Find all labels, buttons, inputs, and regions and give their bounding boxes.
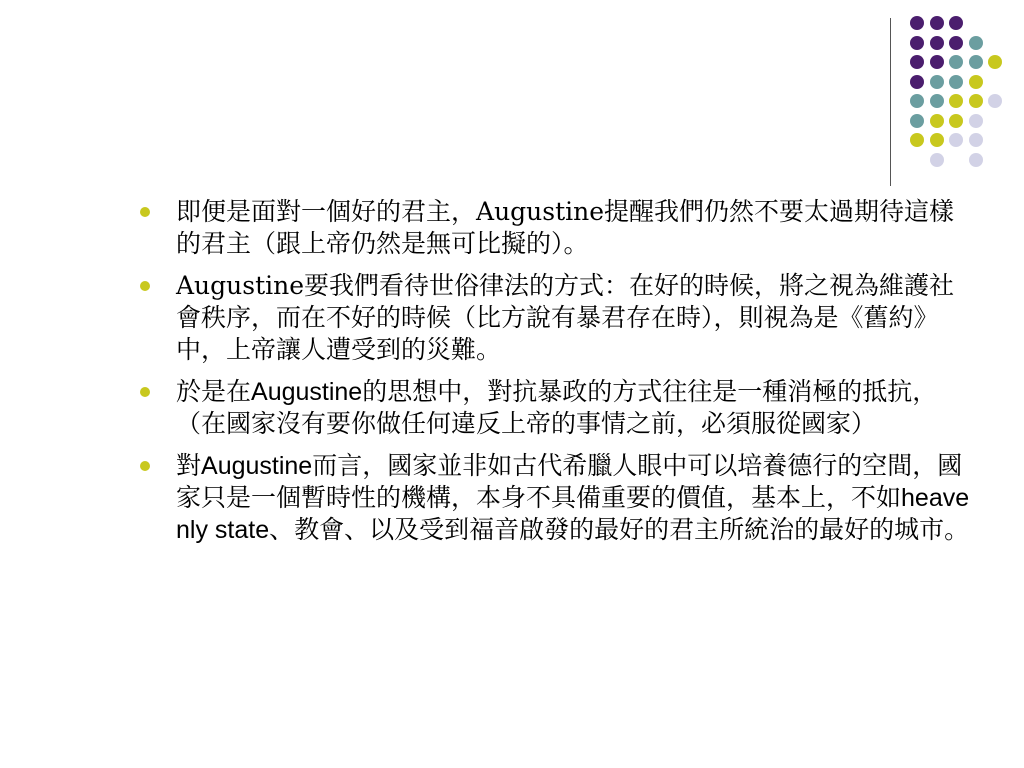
latin-name: Augustine (251, 378, 363, 406)
bullet-marker (140, 281, 150, 291)
decorative-dot (910, 55, 924, 69)
decorative-dot (949, 55, 963, 69)
bullet-text (176, 450, 970, 546)
decorative-dot (910, 36, 924, 50)
decorative-dot (910, 75, 924, 89)
decorative-dot (930, 94, 944, 108)
bullet-marker (140, 207, 150, 217)
decorative-dot (930, 75, 944, 89)
bullet-text (176, 376, 970, 440)
decorative-dot (969, 133, 983, 147)
decorative-dot (930, 36, 944, 50)
decorative-dot (988, 55, 1002, 69)
bullet-text (176, 196, 970, 260)
decorative-dot (910, 16, 924, 30)
bullet-item-4 (140, 450, 970, 546)
decorative-dot (930, 133, 944, 147)
bullet-item-3 (140, 376, 970, 440)
latin-name: Augustine (176, 271, 305, 300)
text-segment: 、教會、以及受到福音啟發的最好的君主所統治的最好的城市。 (269, 515, 970, 544)
bullet-marker (140, 387, 150, 397)
decorative-dot (969, 55, 983, 69)
decorative-dot (949, 36, 963, 50)
decorative-dot (969, 153, 983, 167)
bullet-item-1 (140, 196, 970, 260)
text-segment: 的思想中，對抗暴政的方式往往是一種消極的抵抗，（在國家沒有要你做任何違反上帝的事情之前，必須服從國家） (176, 377, 938, 438)
decorative-dot (949, 94, 963, 108)
text-segment: 提醒我們仍然不要太過期待這樣的君主（跟上帝仍然是無可比擬的）。 (176, 197, 955, 258)
latin-phrase: heavenly state (176, 484, 970, 544)
bullet-marker (140, 461, 150, 471)
text-segment: 即便是面對一個好的君主， (176, 197, 477, 226)
decorative-dot (988, 94, 1002, 108)
decorative-dot (910, 114, 924, 128)
bullet-list (140, 196, 970, 556)
decorative-dot (949, 114, 963, 128)
decorative-dot (969, 75, 983, 89)
decorative-dot (930, 55, 944, 69)
text-segment: 於是在 (176, 377, 252, 406)
decorative-dot (969, 94, 983, 108)
text-segment: 而言，國家並非如古代希臘人眼中可以培養德行的空間，國家只是一個暫時性的機構，本身不具備重要的價值，基本上，不如 (176, 451, 963, 512)
text-segment: 要我們看待世俗律法的方式：在好的時候，將之視為維護社會秩序，而在不好的時候（比方說有暴君存在時），則視為是《舊約》中，上帝讓人遭受到的災難。 (176, 271, 955, 364)
decorative-dot (949, 75, 963, 89)
decorative-dot (930, 153, 944, 167)
vertical-divider (890, 18, 891, 186)
decorative-dot-grid (0, 0, 1024, 200)
bullet-item-2 (140, 270, 970, 366)
decorative-dot (969, 114, 983, 128)
decorative-dot (930, 114, 944, 128)
text-segment: 對 (176, 451, 202, 480)
bullet-text (176, 270, 970, 366)
decorative-dot (949, 133, 963, 147)
decorative-dot (930, 16, 944, 30)
latin-name: Augustine (476, 197, 605, 226)
decorative-dot (910, 94, 924, 108)
decorative-dot (910, 133, 924, 147)
decorative-dot (969, 36, 983, 50)
decorative-dot (949, 16, 963, 30)
latin-name: Augustine (201, 452, 313, 480)
